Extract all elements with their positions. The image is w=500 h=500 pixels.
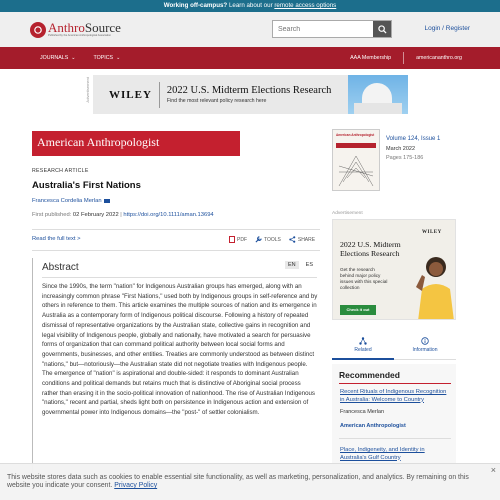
wiley-logo: WILEY [422,230,442,235]
cover-artwork [337,152,375,188]
divider [32,229,320,230]
info-icon [421,337,429,345]
cookie-banner [0,463,500,500]
abstract-section [32,258,320,473]
ad-headline: 2022 U.S. Midterm Elections Research [166,85,332,96]
remote-access-link[interactable]: remote access options [274,2,337,9]
read-full-text-link[interactable] [32,236,81,242]
search-box [272,20,392,38]
abstract-divider [42,277,317,278]
search-button[interactable] [373,21,391,37]
chevron-down-icon: ⌄ [71,55,76,61]
article-type: RESEARCH ARTICLE [32,168,89,174]
divider [32,250,320,251]
side-ad-headline: 2022 U.S. Midterm Elections Research [340,240,401,258]
share-button[interactable] [289,236,315,243]
doi-link[interactable]: https://doi.org/10.1111/aman.13694 [123,212,214,218]
wrench-icon [255,236,262,243]
recommended-author: Francesca Merlan [340,409,385,415]
abstract-text: Since the 1990s, the term "nation" for Indigenous Australian groups has emerged, along with an increasingly common phrase "First Nations," used both by Indigenous groups in self-reference and by others in reference to them. This article examines the multiple sources of nation and its emergence in Australia as a contemporary form of Indigenous political discourse. Following a history of repeated dismissal of representative organizations by the Australian state, collective gains in recognition and legal visibility of Indigenous people, globally and nationally, have motivated a search for persuasive forms of organization that can command political authority between local social forms and governments, businesses, and other entities. Treaties are commonly understood as between distinct "nations," but—notoriously—the Australian state did not negotiate treaties with Indigenous people. The emergence of "nation" is aspirational and double-sided: it responds to dominant Australian conditions and political demands but retains much that is distinctive of Aboriginal social process rather than erasing it in the socio-political innovation of nationhood. The rise of Australian Indigenous "nations," recent and partial, sheds light both on persistence in Indigenous action and extension of governmental power into Indigenous domains—the "post-" of settler colonialism. [42,283,318,417]
journal-cover[interactable] [332,129,380,191]
ad-subtext: Find the most relevant policy research here [166,98,267,104]
recommended-divider [339,383,451,384]
americananthro-link[interactable]: americananthro.org [416,55,462,61]
network-icon [359,337,367,345]
side-ad-label: Advertisement [332,211,363,216]
tab-information-label: Information [412,347,438,353]
nav-divider [403,52,404,64]
nav-journals[interactable] [40,55,75,61]
tab-related[interactable] [332,332,394,360]
search-input[interactable] [273,21,373,37]
side-advertisement[interactable] [332,219,456,320]
privacy-policy-link[interactable]: Privacy Policy [114,482,158,490]
top-advertisement[interactable] [85,75,408,114]
tab-related-label: Related [354,347,372,353]
login-register-link[interactable]: Login / Register [424,25,470,32]
anthrosource-logo[interactable] [30,21,121,38]
pdf-label: PDF [237,236,247,243]
topbar-text: Learn about our [227,2,275,9]
capitol-image [348,75,408,114]
recommended-panel [332,364,456,474]
recommended-article-link[interactable]: Place, Indigeneity, and Identity in Australia's Gulf Country [340,447,425,461]
author-name: Francesca Cordelia Merlan [32,198,102,204]
journal-banner[interactable]: American Anthropologist [32,131,240,156]
issue-pages: Pages 175-186 [386,155,424,161]
recommended-article-link[interactable]: Recent Rituals of Indigenous Recognition in Australia: Welcome to Country [340,389,447,403]
tools-label: TOOLS [264,236,281,243]
abstract-heading: Abstract [42,262,79,273]
share-icon [289,236,296,243]
remote-access-bar [0,0,500,12]
article-tools [229,236,315,243]
author-link[interactable] [32,198,110,204]
check-it-out-button[interactable]: Check it out [340,305,376,315]
lang-es-button[interactable]: ES [305,262,313,268]
aaa-membership-link[interactable]: AAA Membership [350,55,392,61]
language-switch [285,261,316,269]
ad-divider [159,82,160,108]
logo-text-b: Source [84,20,121,35]
cookie-text [7,474,483,491]
pdf-icon [229,236,235,243]
wiley-logo: WILEY [109,88,152,101]
email-icon[interactable] [104,199,110,203]
published-label: First published: [32,212,73,218]
recommended-journal: American Anthropologist [340,423,406,429]
ad-label: Advertisement [85,77,90,103]
read-full-label: Read the full text [32,236,76,242]
pdf-button[interactable] [229,236,247,243]
search-icon [378,25,387,34]
chevron-right-icon: > [77,236,81,242]
main-nav [0,47,500,69]
recommended-heading: Recommended [339,370,400,380]
close-icon[interactable]: × [490,465,496,475]
lang-en-button[interactable]: EN [285,261,299,269]
side-ad-description: Get the research behind major policy issues with this special collection [340,267,388,290]
site-header [0,12,500,47]
nav-topics[interactable] [93,55,120,61]
logo-icon [30,22,46,38]
cookie-message: This website stores data such as cookies to enable essential site functionality, as well as marketing, personalization, and analytics. By remaining on this website you indicate your consent. [7,474,469,490]
tab-information[interactable] [394,332,456,360]
woman-photo [412,253,456,320]
separator: | [118,212,124,218]
cover-title: American Anthropologist [336,133,375,137]
article-title: Australia's First Nations [32,180,141,191]
nav-journals-label: JOURNALS [40,55,69,61]
divider [339,438,451,439]
nav-topics-label: TOPICS [93,55,114,61]
published-date: 02 February 2022 [72,212,119,218]
topbar-lead: Working off-campus? [163,2,228,9]
related-info-tabs [332,332,456,360]
volume-issue-link[interactable]: Volume 124, Issue 1 [386,136,441,142]
share-label: SHARE [297,236,316,243]
issue-date: March 2022 [386,146,416,152]
logo-text-a: Anthro [48,20,85,35]
tools-button[interactable] [255,236,281,243]
publication-info [32,212,214,218]
chevron-down-icon: ⌄ [116,55,121,61]
logo-tagline: Published by the American Anthropological Association [48,34,112,37]
